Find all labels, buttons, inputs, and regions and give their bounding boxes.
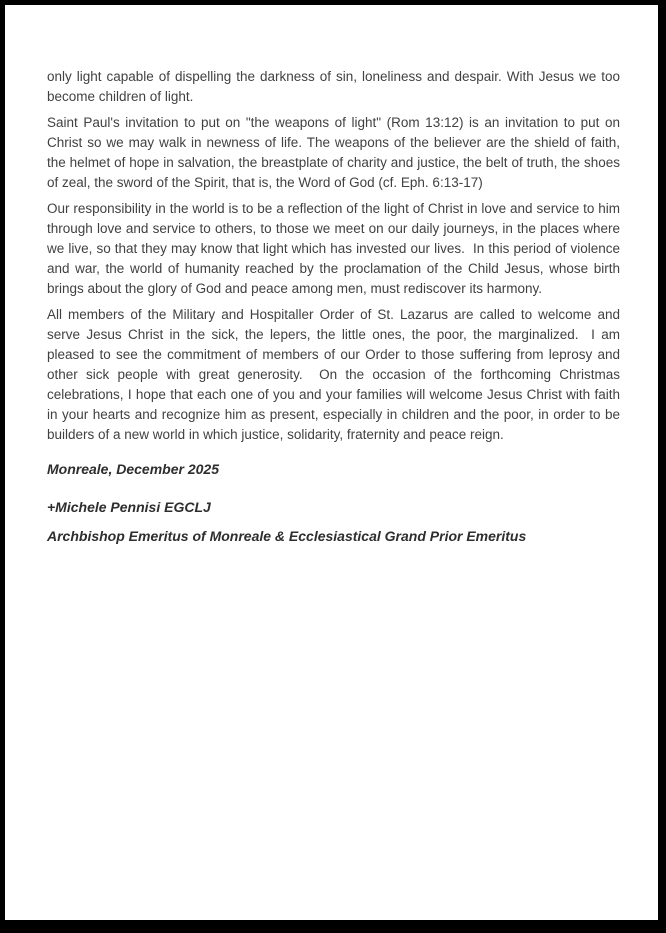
signatory-name: +Michele Pennisi EGCLJ <box>47 499 211 515</box>
body-paragraph-1: only light capable of dispelling the darkness of sin, loneliness and despair. With Jesus we too become children of light. <box>47 69 620 104</box>
body-paragraph-2: Saint Paul's invitation to put on "the weapons of light" (Rom 13:12) is an invitation to put on Christ so we may walk in newness of life. The weapons of the believer are the shield of faith, the helmet of hope in salvation, the breastplate of charity and justice, the belt of truth, the shoes of zeal, the sword of the Spirit, that is, the Word of God (cf. Eph. 6:13-17) <box>47 115 620 190</box>
dateline: Monreale, December 2025 <box>47 461 219 477</box>
document-page <box>5 5 658 920</box>
body-paragraph-3: Our responsibility in the world is to be a reflection of the light of Christ in love and service to him through love and service to others, to those we meet on our daily journeys, in the places where we live, so that they may know that light which has invested our lives. In this period of violence and war, the world of humanity reached by the proclamation of the Child Jesus, whose birth brings about the glory of God and peace among men, must rediscover its harmony. <box>47 201 620 296</box>
letter-body <box>47 67 620 546</box>
signatory-title: Archbishop Emeritus of Monreale & Ecclesiastical Grand Prior Emeritus <box>47 528 527 544</box>
body-paragraph-4: All members of the Military and Hospitaller Order of St. Lazarus are called to welcome and serve Jesus Christ in the sick, the lepers, the little ones, the poor, the marginalized. I am pleased to see the commitment of members of our Order to those suffering from leprosy and other sick people with great generosity. On the occasion of the forthcoming Christmas celebrations, I hope that each one of you and your families will welcome Jesus Christ with faith in your hearts and recognize him as present, especially in children and the poor, in order to be builders of a new world in which justice, solidarity, fraternity and peace reign. <box>47 307 620 442</box>
